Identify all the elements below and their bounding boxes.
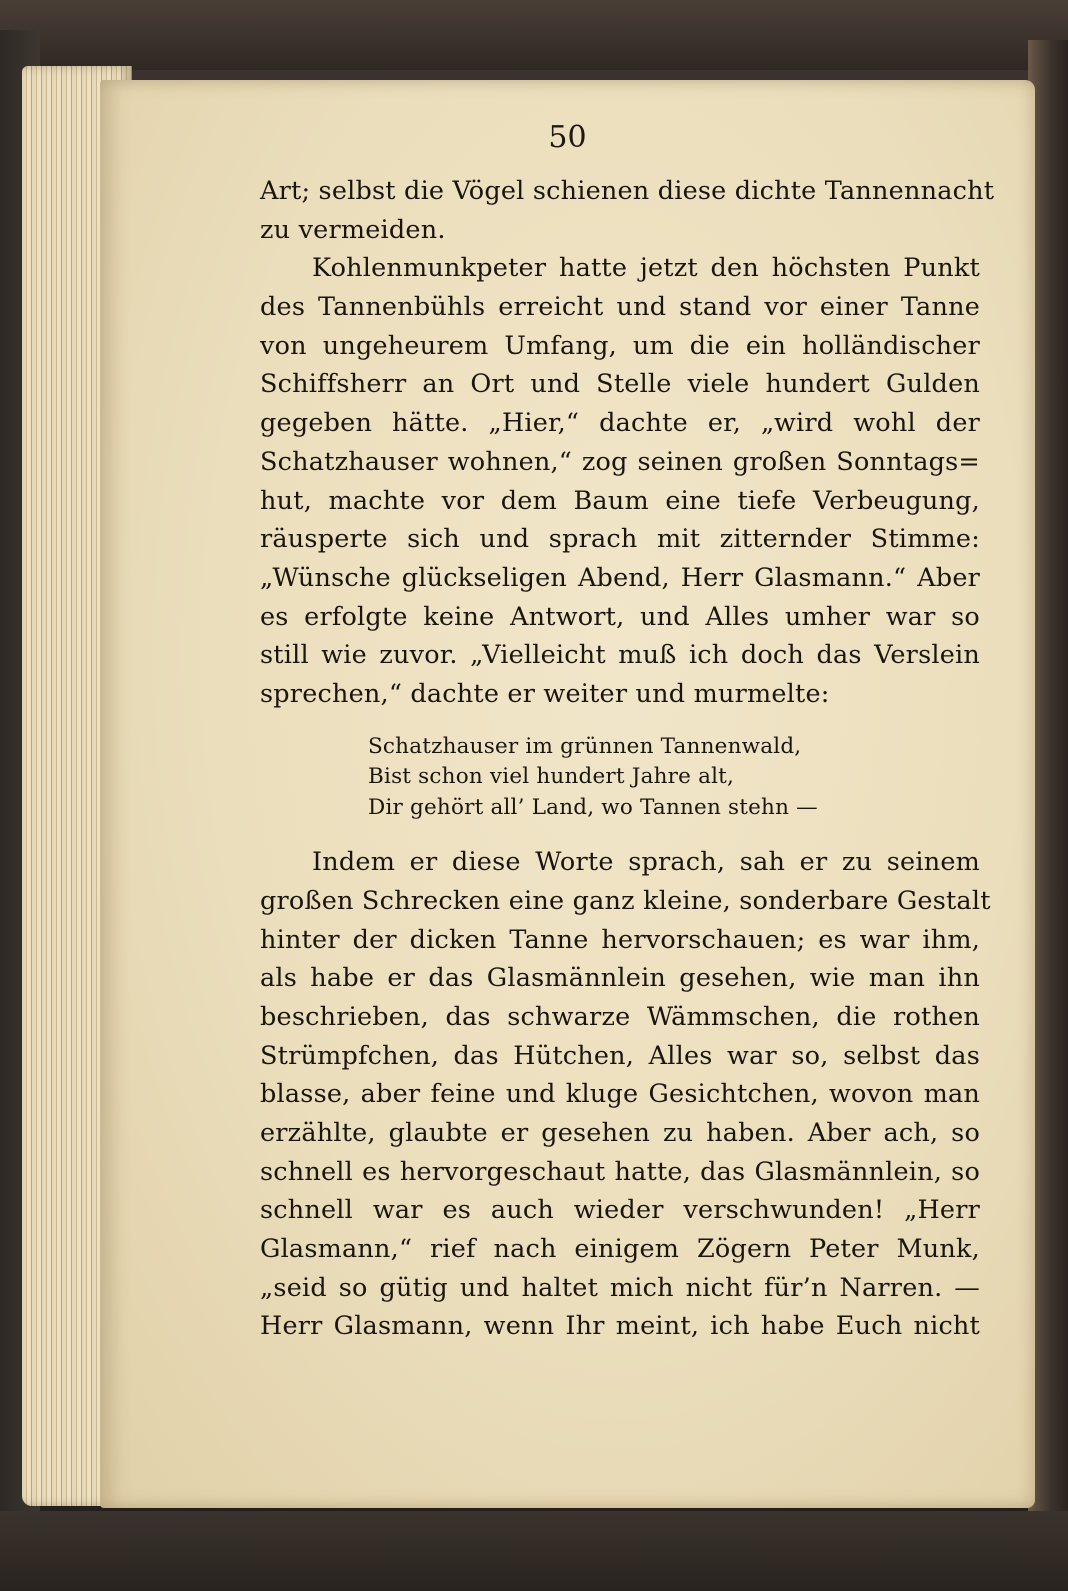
- text-line: erzählte, glaubte er gesehen zu haben. Aber ach, so: [260, 1117, 980, 1148]
- verse-line: Dir gehört all’ Land, wo Tannen stehn —: [368, 794, 818, 820]
- paragraph-3: [260, 843, 991, 1346]
- text-line: schnell war es auch wieder verschwunden! „Herr: [260, 1195, 980, 1226]
- text-line: schnell es hervorgeschaut hatte, das Glasmännlein, so: [260, 1156, 980, 1187]
- text-line: Schatzhauser wohnen,“ zog seinen großen Sonntags=: [260, 446, 980, 477]
- text-line: hut, machte vor dem Baum eine tiefe Verbeugung,: [260, 485, 980, 516]
- text-line: räusperte sich und sprach mit zitternder Stimme:: [260, 524, 980, 555]
- text-line: Herr Glasmann, wenn Ihr meint, ich habe Euch nicht: [260, 1311, 980, 1342]
- verse-block: [260, 732, 980, 824]
- text-line: hinter der dicken Tanne hervorschauen; es war ihm,: [260, 924, 980, 955]
- text-line: beschrieben, das schwarze Wämmschen, die rothen: [260, 1001, 980, 1032]
- page-text: [260, 172, 995, 1346]
- text-line: blasse, aber feine und kluge Gesichtchen, wovon man: [260, 1079, 980, 1110]
- book-cover-bottom-edge: [0, 1511, 1068, 1591]
- verse-line: Schatzhauser im grünnen Tannenwald,: [368, 733, 802, 759]
- text-line: Indem er diese Worte sprach, sah er zu seinem: [312, 847, 980, 878]
- text-line: des Tannenbühls erreicht und stand vor einer Tanne: [260, 292, 980, 323]
- text-line: von ungeheurem Umfang, um die ein holländischer: [260, 330, 980, 361]
- text-line: „Wünsche glückseligen Abend, Herr Glasmann.“ Aber: [260, 562, 980, 593]
- verse-line: Bist schon viel hundert Jahre alt,: [368, 764, 735, 790]
- book-cover-top-edge: [0, 0, 1068, 70]
- text-line: großen Schrecken eine ganz kleine, sonderbare Gestalt: [260, 885, 991, 916]
- text-line: es erfolgte keine Antwort, und Alles umher war so: [260, 601, 980, 632]
- book-page: [100, 80, 1035, 1508]
- text-line: Kohlenmunkpeter hatte jetzt den höchsten Punkt: [312, 253, 980, 284]
- text-line: Strümpfchen, das Hütchen, Alles war so, selbst das: [260, 1040, 980, 1071]
- text-line: Schiffsherr an Ort und Stelle viele hundert Gulden: [260, 369, 980, 400]
- text-line: „seid so gütig und haltet mich nicht für’n Narren. —: [260, 1272, 980, 1303]
- text-line: Art; selbst die Vögel schienen diese dichte Tannennacht: [260, 176, 995, 206]
- page-number: 50: [548, 120, 587, 155]
- paragraph-1: [260, 172, 995, 249]
- text-line: sprechen,“ dachte er weiter und murmelte:: [260, 678, 830, 709]
- text-line: zu vermeiden.: [260, 214, 446, 245]
- text-line: als habe er das Glasmännlein gesehen, wie man ihn: [260, 963, 980, 994]
- text-line: still wie zuvor. „Vielleicht muß ich doch das Verslein: [260, 640, 980, 671]
- text-line: Glasmann,“ rief nach einigem Zögern Peter Munk,: [260, 1234, 980, 1264]
- paragraph-2: [260, 249, 980, 713]
- text-line: gegeben hätte. „Hier,“ dachte er, „wird wohl der: [260, 408, 980, 439]
